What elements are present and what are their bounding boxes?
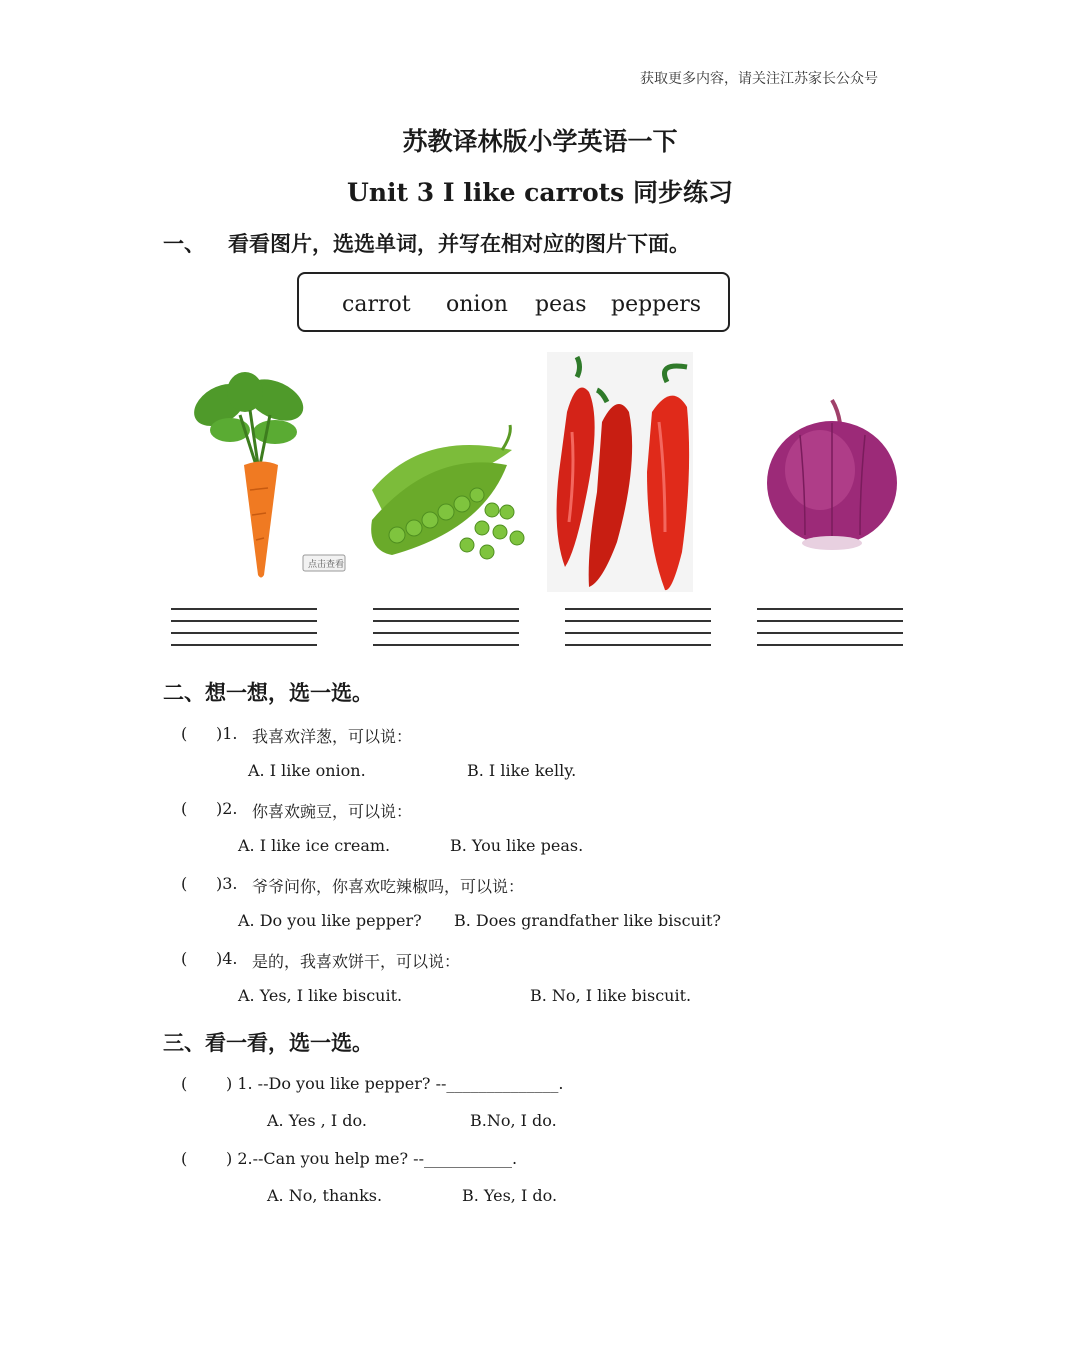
- q2-4-option-a: A. Yes, I like biscuit.: [238, 986, 403, 1005]
- writing-lines-2[interactable]: [373, 608, 519, 656]
- page-subtitle: Unit 3 I like carrots 同步练习: [347, 178, 733, 207]
- section2-heading: 二、想一想，选一选。: [163, 680, 373, 705]
- q2-2-text: 你喜欢豌豆，可以说：: [252, 802, 413, 821]
- peas-image: [362, 420, 532, 570]
- word-carrot: carrot: [342, 292, 411, 317]
- q3-2-paren[interactable]: (: [181, 1149, 188, 1168]
- q2-3-text: 爷爷问你，你喜欢吃辣椒吗，可以说：: [252, 877, 525, 896]
- q2-1-option-a: A. I like onion.: [248, 761, 366, 780]
- q2-1-option-b: B. I like kelly.: [467, 761, 577, 780]
- word-peas: peas: [535, 292, 587, 317]
- page-title: 苏教译林版小学英语一下: [402, 127, 678, 156]
- carrot-image: [180, 370, 350, 585]
- q2-2-number: )2.: [216, 799, 238, 818]
- q2-2-option-a: A. I like ice cream.: [238, 836, 391, 855]
- q2-2-option-b: B. You like peas.: [450, 836, 584, 855]
- section3-heading: 三、看一看，选一选。: [163, 1030, 373, 1055]
- q2-1-text: 我喜欢洋葱，可以说：: [252, 727, 413, 746]
- image-overlay-label: 点击查看: [308, 560, 345, 570]
- q2-4-option-b: B. No, I like biscuit.: [530, 986, 692, 1005]
- q2-4-paren[interactable]: (: [181, 949, 188, 968]
- q2-3-option-a: A. Do you like pepper?: [238, 911, 422, 930]
- chili-peppers-image: [547, 352, 693, 592]
- q3-1-paren[interactable]: (: [181, 1074, 188, 1093]
- q2-1-paren[interactable]: (: [181, 724, 188, 743]
- section1-number: 一、: [163, 231, 205, 256]
- q2-4-number: )4.: [216, 949, 238, 968]
- q3-2-text: ) 2.--Can you help me? --___________.: [226, 1149, 518, 1168]
- writing-lines-1[interactable]: [171, 608, 317, 656]
- word-onion: onion: [446, 292, 508, 317]
- q3-2-option-a: A. No, thanks.: [267, 1186, 383, 1205]
- q2-3-number: )3.: [216, 874, 238, 893]
- writing-lines-3[interactable]: [565, 608, 711, 656]
- q2-2-paren[interactable]: (: [181, 799, 188, 818]
- q3-2-option-b: B. Yes, I do.: [462, 1186, 558, 1205]
- section1-heading: 看看图片，选选单词，并写在相对应的图片下面。: [228, 231, 690, 256]
- q2-1-number: )1.: [216, 724, 238, 743]
- q3-1-text: ) 1. --Do you like pepper? --______________.: [226, 1074, 564, 1093]
- q2-3-paren[interactable]: (: [181, 874, 188, 893]
- writing-lines-4[interactable]: [757, 608, 903, 656]
- word-peppers: peppers: [611, 292, 702, 317]
- word-bank-box: [297, 272, 730, 332]
- q2-3-option-b: B. Does grandfather like biscuit?: [454, 911, 721, 930]
- header-note: 获取更多内容，请关注江苏家长公众号: [640, 71, 878, 87]
- q3-1-option-a: A. Yes , I do.: [267, 1111, 367, 1130]
- red-onion-image: [760, 395, 905, 560]
- q3-1-option-b: B.No, I do.: [470, 1111, 557, 1130]
- q2-4-text: 是的，我喜欢饼干，可以说：: [252, 952, 461, 971]
